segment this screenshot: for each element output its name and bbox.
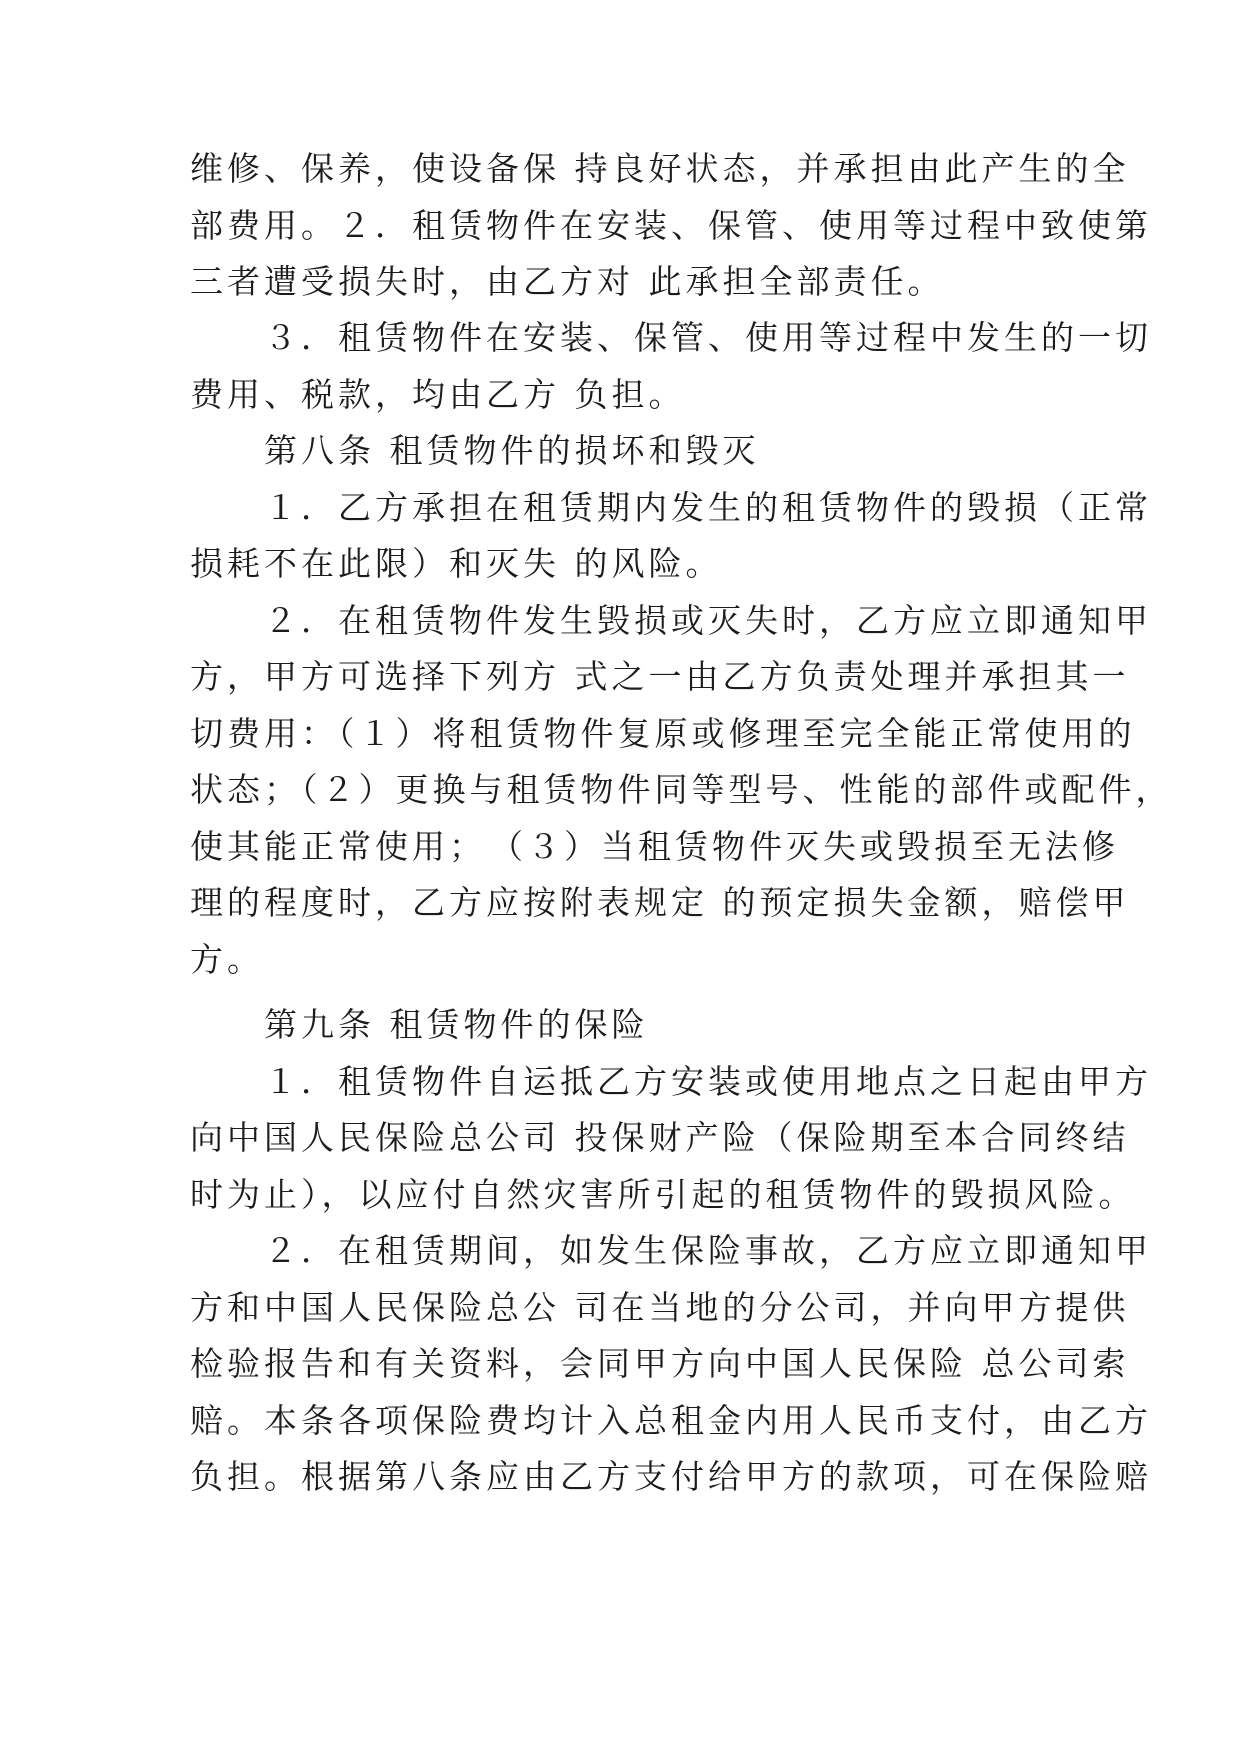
text-line: 三者遭受损失时，由乙方对 此承担全部责任。 [190,262,945,301]
text-line: ２．在租赁物件发生毁损或灭失时，乙方应立即通知甲 [190,601,1152,640]
text-line: 负担。根据第八条应由乙方支付给甲方的款项，可在保险赔 [190,1457,1152,1496]
text-line: 检验报告和有关资料，会同甲方向中国人民保险 总公司索 [190,1344,1130,1383]
text-line: ３．租赁物件在安装、保管、使用等过程中发生的一切 [190,318,1152,357]
text-line: 维修、保养，使设备保 持良好状态，并承担由此产生的全 [190,149,1130,188]
section-heading: 第八条 租赁物件的损坏和毁灭 [190,431,760,470]
text-line: １．乙方承担在租赁期内发生的租赁物件的毁损（正常 [190,488,1152,527]
text-line: 方。 [190,940,264,979]
text-line: 使其能正常使用； （３）当租赁物件灭失或毁损至无法修 [190,827,1119,866]
section-heading: 第九条 租赁物件的保险 [190,1005,649,1044]
text-line: 状态；（２）更换与租赁物件同等型号、性能的部件或配件， [190,770,1173,809]
text-line: １．租赁物件自运抵乙方安装或使用地点之日起由甲方 [190,1062,1152,1101]
text-line: 理的程度时，乙方应按附表规定 的预定损失金额，赔偿甲 [190,883,1130,922]
text-line: 赔。本条各项保险费均计入总租金内用人民币支付，由乙方 [190,1401,1152,1440]
text-line: 时为止），以应付自然灾害所引起的租赁物件的毁损风险。 [190,1175,1136,1214]
text-line: 损耗不在此限）和灭失 的风险。 [190,544,723,583]
text-line: 方和中国人民保险总公 司在当地的分公司，并向甲方提供 [190,1288,1130,1327]
text-line: 费用、税款，均由乙方 负担。 [190,375,686,414]
text-line: ２．在租赁期间，如发生保险事故，乙方应立即通知甲 [190,1231,1152,1270]
text-line: 切费用：（１）将租赁物件复原或修理至完全能正常使用的 [190,714,1136,753]
text-line: 方，甲方可选择下列方 式之一由乙方负责处理并承担其一 [190,657,1130,696]
text-line: 部费用。２．租赁物件在安装、保管、使用等过程中致使第 [190,206,1152,245]
text-line: 向中国人民保险总公司 投保财产险（保险期至本合同终结 [190,1118,1130,1157]
